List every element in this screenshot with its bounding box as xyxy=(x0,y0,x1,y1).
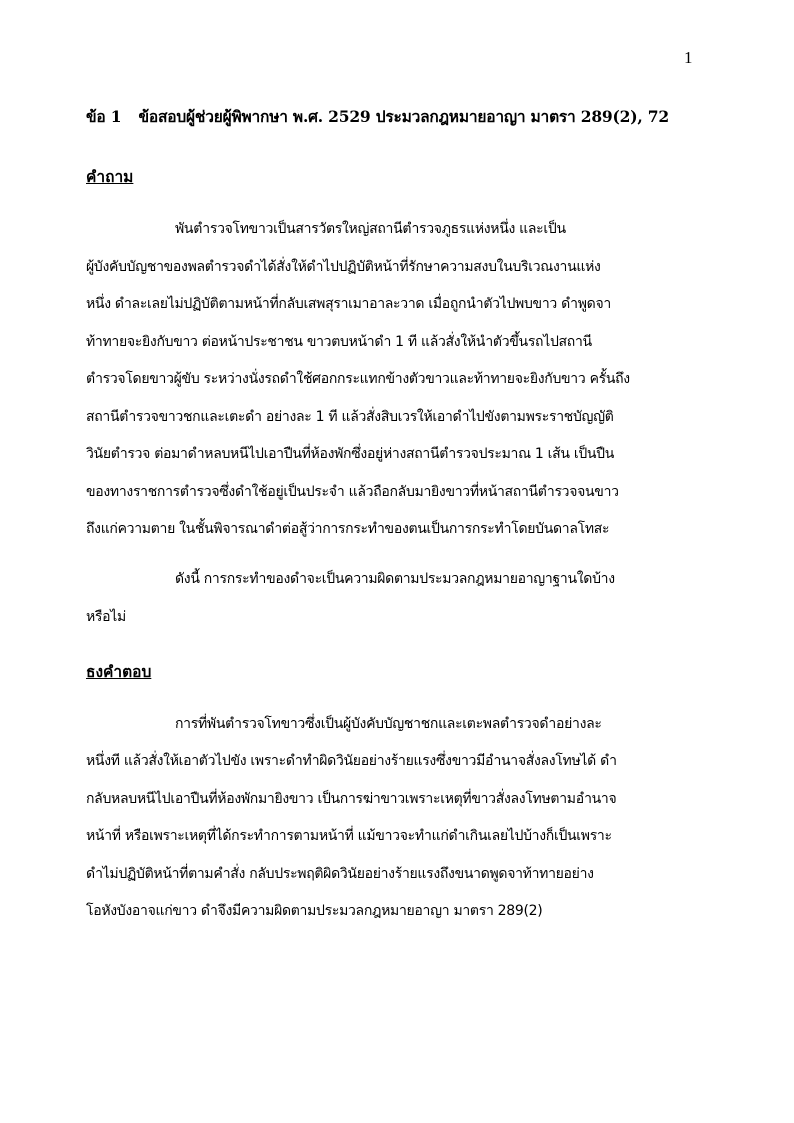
answer-heading: ธงคำตอบ xyxy=(86,662,152,681)
question-line: พันตำรวจโทขาวเป็นสารวัตรใหญ่สถานีตำรวจภูธรแห่งหนึ่ง และเป็น xyxy=(175,221,566,237)
question-number: ข้อ 1 xyxy=(86,107,122,126)
answer-line: กลับหลบหนีไปเอาปืนที่ห้องพักมายิงขาว เป็นการฆ่าขาวเพราะเหตุที่ขาวสั่งลงโทษตามอำนาจ xyxy=(86,791,617,807)
answer-line: หนึ่งที แล้วสั่งให้เอาตัวไปขัง เพราะดำทำผิดวินัยอย่างร้ายแรงซึ่งขาวมีอำนาจสั่งลงโทษได้ ดำ xyxy=(86,753,617,769)
answer-line: ดำไม่ปฏิบัติหน้าที่ตามคำสั่ง กลับประพฤติผิดวินัยอย่างร้ายแรงถึงขนาดพูดจาท้าทายอย่าง xyxy=(86,866,594,882)
question-line: ถึงแก่ความตาย ในชั้นพิจารณาดำต่อสู้ว่าการกระทำของตนเป็นการกระทำโดยบันดาลโทสะ xyxy=(86,521,610,537)
question-closing-line: หรือไม่ xyxy=(86,609,126,625)
question-line: ผู้บังคับบัญชาของพลตำรวจดำได้สั่งให้ดำไปปฏิบัติหน้าที่รักษาความสงบในบริเวณงานแห่ง xyxy=(86,259,601,275)
question-line: ท้าทายจะยิงกับขาว ต่อหน้าประชาชน ขาวตบหน้าดำ 1 ที แล้วสั่งให้นำตัวขึ้นรถไปสถานี xyxy=(86,334,592,350)
question-line: วินัยตำรวจ ต่อมาดำหลบหนีไปเอาปืนที่ห้องพักซึ่งอยู่ห่างสถานีตำรวจประมาณ 1 เส้น เป็นปืน xyxy=(86,446,615,462)
question-closing-line: ดังนี้ การกระทำของดำจะเป็นความผิดตามประมวลกฎหมายอาญาฐานใดบ้าง xyxy=(175,571,615,587)
question-line: หนึ่ง ดำละเลยไม่ปฏิบัติตามหน้าที่กลับเสพสุราเมาอาละวาด เมื่อถูกนำตัวไปพบขาว ดำพูดจา xyxy=(86,296,611,312)
title-text: ข้อสอบผู้ช่วยผู้พิพากษา พ.ศ. 2529 ประมวลกฎหมายอาญา มาตรา 289(2), 72 xyxy=(138,107,669,126)
question-line: ของทางราชการตำรวจซึ่งดำใช้อยู่เป็นประจำ แล้วถือกลับมายิงขาวที่หน้าสถานีตำรวจจนขาว xyxy=(86,484,619,500)
answer-line: หน้าที่ หรือเพราะเหตุที่ได้กระทำการตามหน้าที่ แม้ขาวจะทำแก่ดำเกินเลยไปบ้างก็เป็นเพราะ xyxy=(86,828,612,844)
question-line: สถานีตำรวจขาวชกและเตะดำ อย่างละ 1 ที แล้วสั่งสิบเวรให้เอาดำไปขังตามพระราชบัญญัติ xyxy=(86,409,614,425)
answer-line: การที่พันตำรวจโทขาวซึ่งเป็นผู้บังคับบัญชาชกและเตะพลตำรวจดำอย่างละ xyxy=(175,716,602,732)
page-number: 1 xyxy=(684,48,693,67)
document-title xyxy=(86,104,726,129)
question-line: ตำรวจโดยขาวผู้ขับ ระหว่างนั่งรถดำใช้ศอกกระแทกข้างตัวขาวและท้าทายจะยิงกับขาว ครั้นถึง xyxy=(86,371,630,387)
answer-line: โอหังบังอาจแก่ขาว ดำจึงมีความผิดตามประมวลกฎหมายอาญา มาตรา 289(2) xyxy=(86,903,543,919)
question-heading: คำถาม xyxy=(86,167,134,186)
